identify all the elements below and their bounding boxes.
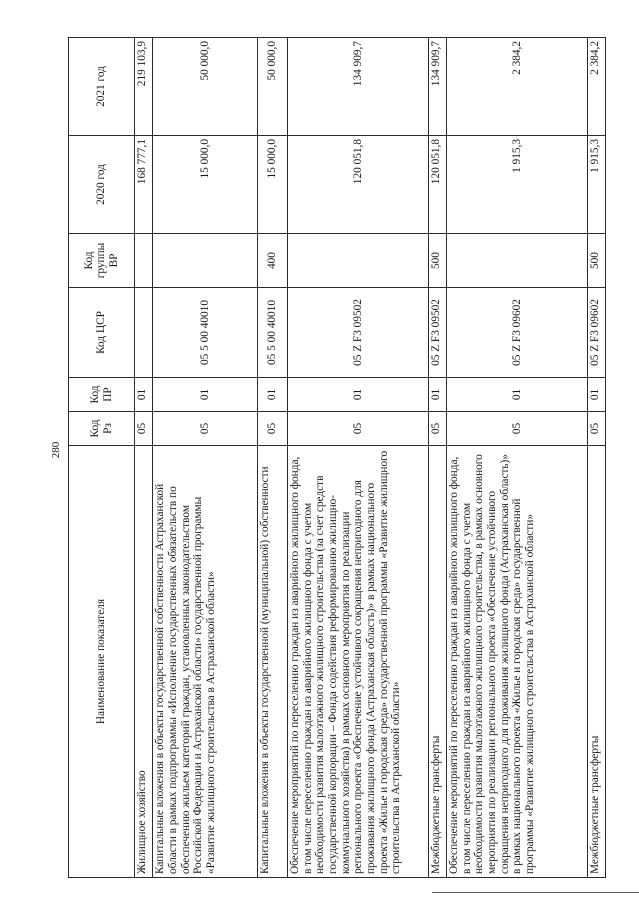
header-pr: Код ПР (69, 378, 135, 412)
header-csr: Код ЦСР (69, 288, 135, 378)
cell-2020: 1 915,3 (447, 136, 588, 234)
cell-2020: 15 000,0 (258, 136, 288, 234)
table-row (587, 38, 605, 878)
cell-vr (288, 234, 429, 288)
table-row (135, 38, 153, 878)
cell-rz: 05 (288, 412, 429, 446)
header-name: Наименование показателя (69, 446, 135, 878)
table-row (288, 38, 429, 878)
cell-name: Обеспечение мероприятий по переселению граждан из аварийного жилищного фонда, в том числе переселению граждан из аварийного жилищного фонда с учетом необходимости развития малоэтажного жилищного строительства (за счет средств государственной корпорации – Фонда содействия реформированию жилищно-коммунального хозяйства) в рамках основного мероприятия по реализации регионального проекта «Обеспечение устойчивого сокращения непригодного для проживания жилищного фонда (Астраханская область)» в рамках национального проекта «Жилье и городская среда» государственной программы «Развитие жилищного строительства в Астраханской области» (288, 446, 429, 878)
cell-2020: 15 000,0 (153, 136, 258, 234)
cell-csr: 05 Z F3 09602 (447, 288, 588, 378)
cell-name: Жилищное хозяйство (135, 446, 153, 878)
cell-pr: 01 (258, 378, 288, 412)
rotated-table-frame (68, 38, 606, 878)
header-2020: 2020 год (69, 136, 135, 234)
cell-pr: 01 (428, 378, 446, 412)
cell-2020: 168 777,1 (135, 136, 153, 234)
cell-csr: 05 5 00 40010 (258, 288, 288, 378)
table-row (447, 38, 588, 878)
cell-name: Капитальные вложения в объекты государственной (муниципальной) собственности (258, 446, 288, 878)
header-vr: Код группы ВР (69, 234, 135, 288)
cell-csr: 05 Z F3 09602 (587, 288, 605, 378)
cell-vr (135, 234, 153, 288)
table-container (68, 38, 606, 878)
cell-vr: 400 (258, 234, 288, 288)
budget-table (68, 37, 606, 878)
cell-csr: 05 Z F3 09502 (428, 288, 446, 378)
table-row (258, 38, 288, 878)
cell-pr: 01 (587, 378, 605, 412)
table-row (153, 38, 258, 878)
cell-name: Обеспечение мероприятий по переселению граждан из аварийного жилищного фонда, в том числе переселению граждан из аварийного жилищного фонда с учетом необходимости развития малоэтажного жилищного строительства, в рамках основного мероприятия по реализации регионального проекта «Обеспечение устойчивого сокращения непригодного для проживания жилищного фонда (Астраханская область)» в рамках национального проекта «Жилье и городская среда» государственной программы «Развитие жилищного строительства в Астраханской области» (447, 446, 588, 878)
cell-vr: 500 (428, 234, 446, 288)
cell-2021: 50 000,0 (258, 38, 288, 136)
page-number: 280 (50, 441, 62, 459)
cell-name: Капитальные вложения в объекты государственной собственности Астраханской области в рамках подпрограммы «Исполнение государственных обязательств по обеспечению жильем категорий граждан, установленных законодательством Российской Федерации и Астраханской области» государственной программы «Развитие жилищного строительства в Астраханской области» (153, 446, 258, 878)
cell-name: Межбюджетные трансферты (428, 446, 446, 878)
cell-csr: 05 5 00 40010 (153, 288, 258, 378)
table-header-row (69, 38, 135, 878)
cell-vr (153, 234, 258, 288)
cell-rz: 05 (428, 412, 446, 446)
cell-rz: 05 (587, 412, 605, 446)
cell-rz: 05 (135, 412, 153, 446)
cell-rz: 05 (258, 412, 288, 446)
cell-2020: 120 051,8 (428, 136, 446, 234)
cell-2021: 219 103,9 (135, 38, 153, 136)
cell-vr: 500 (587, 234, 605, 288)
header-rz: Код Рз (69, 412, 135, 446)
cell-2021: 2 384,2 (587, 38, 605, 136)
cell-pr: 01 (153, 378, 258, 412)
cell-2021: 2 384,2 (447, 38, 588, 136)
cell-2021: 134 909,7 (428, 38, 446, 136)
cell-2020: 1 915,3 (587, 136, 605, 234)
cell-vr (447, 234, 588, 288)
cell-pr: 01 (135, 378, 153, 412)
cell-csr: 05 Z F3 09502 (288, 288, 429, 378)
scan-edge-line (432, 892, 639, 893)
cell-pr: 01 (288, 378, 429, 412)
cell-pr: 01 (447, 378, 588, 412)
cell-2020: 120 051,8 (288, 136, 429, 234)
cell-csr (135, 288, 153, 378)
cell-2021: 134 909,7 (288, 38, 429, 136)
cell-name: Межбюджетные трансферты (587, 446, 605, 878)
table-row (428, 38, 446, 878)
cell-2021: 50 000,0 (153, 38, 258, 136)
cell-rz: 05 (447, 412, 588, 446)
header-2021: 2021 год (69, 38, 135, 136)
cell-rz: 05 (153, 412, 258, 446)
